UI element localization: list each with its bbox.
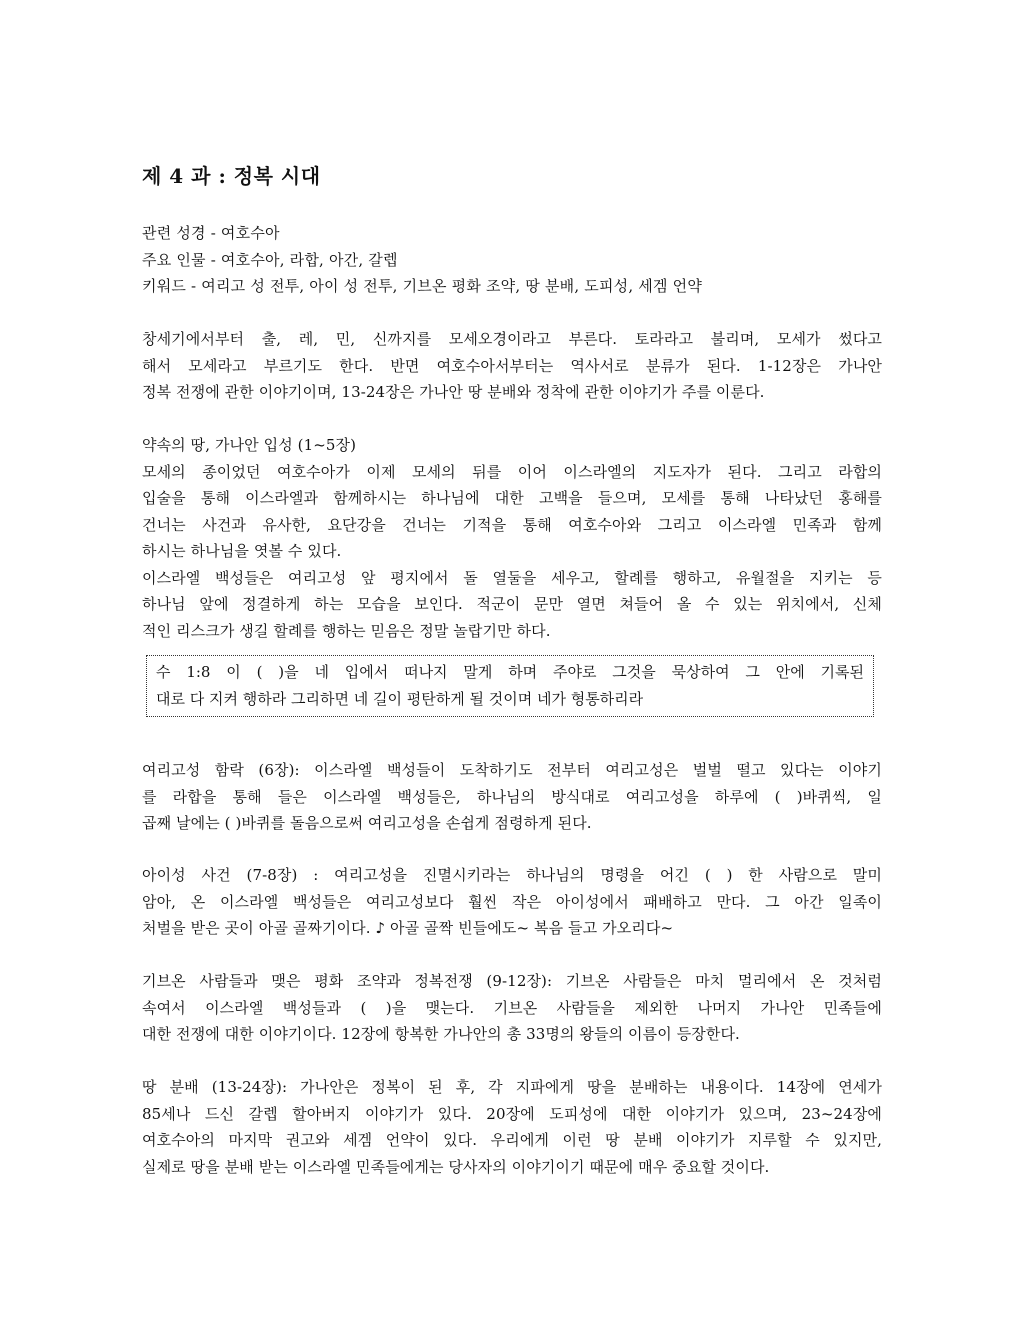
- paragraph-line: 암아, 온 이스라엘 백성들은 여리고성보다 훨씬 작은 아이성에서 패배하고 만다. 그 아간 일족이: [142, 892, 882, 911]
- lesson-title: 제 4 과 : 정복 시대: [142, 164, 321, 188]
- related-scripture: 관련 성경 - 여호수아: [142, 224, 280, 242]
- paragraph-line: 여리고성 함락 (6장): 이스라엘 백성들이 도착하기도 전부터 여리고성은 벌벌 떨고 있다는 이야기: [142, 761, 882, 779]
- section-heading: 약속의 땅, 가나안 입성 (1~5장): [142, 436, 357, 454]
- paragraph-line: 대한 전쟁에 대한 이야기이다. 12장에 항복한 가나안의 총 33명의 왕들의 이름이 등장한다.: [142, 1025, 740, 1043]
- section-gibeon: [142, 968, 882, 1048]
- section-jericho: [142, 757, 882, 837]
- quote-line: 수 1:8 이 ( )을 네 입에서 떠나지 말게 하며 주야로 그것을 묵상하여 그 안에 기록된: [156, 663, 864, 681]
- paragraph-line: 처벌을 받은 곳이 아골 골짜기이다. ♪ 아골 골짝 빈들에도~ 복음 들고 가오리다~: [142, 919, 674, 937]
- intro-line: 해서 모세라고 부르기도 한다. 반면 여호수아서부터는 역사서로 분류가 된다. 1-12장은 가나안: [142, 356, 882, 375]
- section-land-division: [142, 1074, 882, 1180]
- scripture-quote-box: [146, 655, 874, 717]
- paragraph-line: 실제로 땅을 분배 받는 이스라엘 민족들에게는 당사자의 이야기이기 때문에 매우 중요할 것이다.: [142, 1157, 770, 1176]
- paragraph-line: 이스라엘 백성들은 여리고성 앞 평지에서 돌 열둘을 세우고, 할례를 행하고, 유월절을 지키는 등: [142, 568, 882, 587]
- section-promised-land: [142, 432, 882, 644]
- paragraph-line: 하나님 앞에 정결하게 하는 모습을 보인다. 적군이 문만 열면 쳐들어 올 수 있는 위치에서, 신체: [142, 595, 882, 613]
- section-ai: [142, 862, 882, 942]
- main-characters: 주요 인물 - 여호수아, 라합, 아간, 갈렙: [142, 251, 398, 269]
- paragraph-line: 85세나 드신 갈렙 할아버지 이야기가 있다. 20장에 도피성에 대한 이야기가 있으며, 23~24장에: [142, 1104, 882, 1123]
- paragraph-line: 땅 분배 (13-24장): 가나안은 정복이 된 후, 각 지파에게 땅을 분배하는 내용이다. 14장에 연세가: [142, 1078, 882, 1096]
- paragraph-line: 하시는 하나님을 엿볼 수 있다.: [142, 542, 342, 560]
- paragraph-line: 기브온 사람들과 맺은 평화 조약과 정복전쟁 (9-12장): 기브온 사람들은 마치 멀리에서 온 것처럼: [142, 972, 882, 990]
- paragraph-line: 적인 리스크가 생길 할례를 행하는 믿음은 정말 놀랍기만 하다.: [142, 621, 551, 640]
- paragraph-line: 를 라합을 통해 들은 이스라엘 백성들은, 하나님의 방식대로 여리고성을 하루에 ( )바퀴씩, 일: [142, 787, 882, 806]
- paragraph-line: 모세의 종이었던 여호수아가 이제 모세의 뒤를 이어 이스라엘의 지도자가 된다. 그리고 라합의: [142, 462, 882, 481]
- quote-line: 대로 다 지켜 행하라 그리하면 네 길이 평탄하게 될 것이며 네가 형통하리라: [156, 690, 644, 708]
- intro-line: 창세기에서부터 출, 레, 민, 신까지를 모세오경이라고 부른다. 토라라고 불리며, 모세가 썼다고: [142, 330, 882, 348]
- keywords: 키워드 - 여리고 성 전투, 아이 성 전투, 기브온 평화 조약, 땅 분배, 도피성, 세겜 언약: [142, 277, 703, 295]
- paragraph-line: 아이성 사건 (7-8장) : 여리고성을 진멸시키라는 하나님의 명령을 어긴 ( ) 한 사람으로 말미: [142, 866, 882, 884]
- paragraph-line: 건너는 사건과 유사한, 요단강을 건너는 기적을 통해 여호수아와 그리고 이스라엘 민족과 함께: [142, 515, 882, 534]
- paragraph-line: 속여서 이스라엘 백성들과 ( )을 맺는다. 기브온 사람들을 제외한 나머지 가나안 민족들에: [142, 998, 882, 1017]
- intro-paragraph: [142, 326, 882, 406]
- paragraph-line: 곱째 날에는 ( )바퀴를 돌음으로써 여리고성을 손쉽게 점령하게 된다.: [142, 814, 592, 832]
- paragraph-line: 입술을 통해 이스라엘과 함께하시는 하나님에 대한 고백을 들으며, 모세를 통해 나타났던 홍해를: [142, 489, 882, 507]
- paragraph-line: 여호수아의 마지막 권고와 세겜 언약이 있다. 우리에게 이런 땅 분배 이야기가 지루할 수 있지만,: [142, 1131, 882, 1149]
- intro-line: 정복 전쟁에 관한 이야기이며, 13-24장은 가나안 땅 분배와 정착에 관한 이야기가 주를 이룬다.: [142, 383, 765, 401]
